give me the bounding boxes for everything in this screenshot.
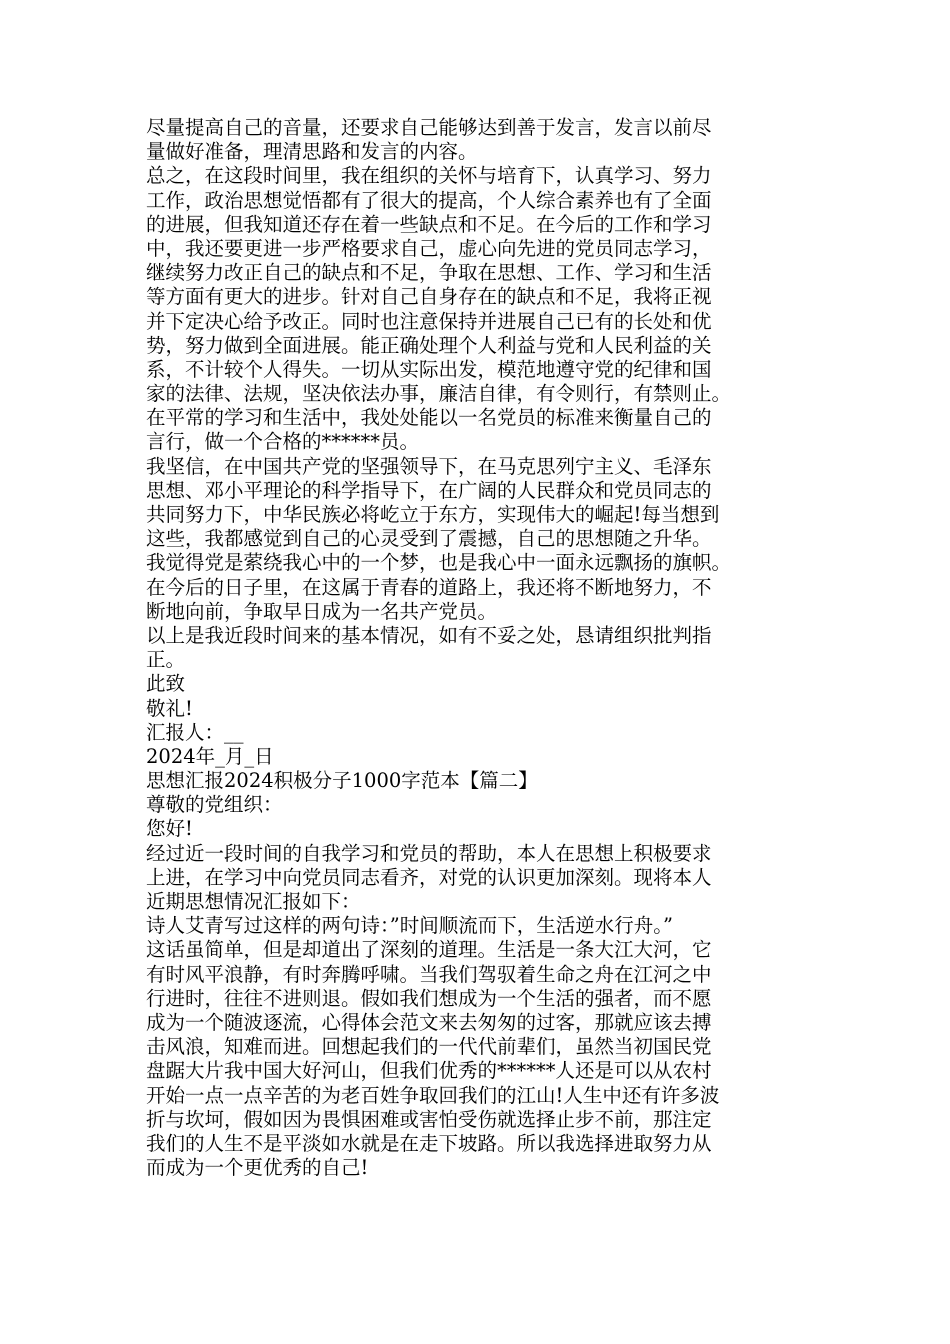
text-line: 工作，政治思想觉悟都有了很大的提高，个人综合素养也有了全面 bbox=[146, 188, 712, 212]
text-line: 家的法律、法规，坚决依法办事，廉洁自律，有令则行，有禁则止。 bbox=[146, 382, 732, 406]
text-line: 这些，我都感觉到自己的心灵受到了震撼，自己的思想随之升华。 bbox=[146, 527, 712, 551]
text-line: 在平常的学习和生活中，我处处能以一名党员的标准来衡量自己的 bbox=[146, 406, 712, 430]
text-line: 近期思想情况汇报如下： bbox=[146, 890, 361, 913]
text-line: 我觉得党是萦绕我心中的一个梦，也是我心中一面永远飘扬的旗帜。 bbox=[146, 551, 732, 575]
text-line: 成为一个随波逐流，心得体会范文来去匆匆的过客，那就应该去搏 bbox=[146, 1010, 712, 1034]
text-line: 尽量提高自己的音量，还要求自己能够达到善于发言，发言以前尽 bbox=[146, 116, 712, 139]
section-title: 思想汇报2024积极分子1000字范本【篇二】 bbox=[146, 769, 538, 793]
text-line: 并下定决心给予改正。同时也注意保持并进展自己已有的长处和优 bbox=[146, 309, 712, 333]
text-line: 开始一点一点辛苦的为老百姓争取回我们的江山!人生中还有许多波 bbox=[146, 1083, 720, 1107]
closing-line: 此致 bbox=[146, 672, 186, 696]
text-line: 中，我还要更进一步严格要求自己，虚心向先进的党员同志学习， bbox=[146, 236, 712, 260]
text-line: 的进展，但我知道还存在着一些缺点和不足。在今后的工作和学习 bbox=[146, 212, 712, 236]
salutation-line: 尊敬的党组织： bbox=[146, 793, 283, 817]
text-line: 上进，在学习中向党员同志看齐，对党的认识更加深刻。现将本人 bbox=[146, 865, 712, 889]
text-line: 在今后的日子里，在这属于青春的道路上，我还将不断地努力，不 bbox=[146, 575, 712, 599]
date-line: 2024年_月_日 bbox=[146, 744, 274, 768]
text-line: 行进时，往往不进则退。假如我们想成为一个生活的强者，而不愿 bbox=[146, 986, 712, 1010]
text-line: 继续努力改正自己的缺点和不足，争取在思想、工作、学习和生活 bbox=[146, 261, 712, 285]
text-line: 有时风平浪静，有时奔腾呼啸。当我们驾驭着生命之舟在江河之中 bbox=[146, 962, 712, 986]
text-line: 我们的人生不是平淡如水就是在走下坡路。所以我选择进取努力从 bbox=[146, 1131, 712, 1155]
text-line: 以上是我近段时间来的基本情况，如有不妥之处，恳请组织批判指 bbox=[146, 623, 712, 647]
text-line: 势，努力做到全面进展。能正确处理个人利益与党和人民利益的关 bbox=[146, 333, 712, 357]
text-line: 盘踞大片我中国大好河山，但我们优秀的******人还是可以从农村 bbox=[146, 1059, 712, 1083]
text-line: 等方面有更大的进步。针对自己自身存在的缺点和不足，我将正视 bbox=[146, 285, 712, 309]
closing-line: 敬礼! bbox=[146, 696, 193, 720]
text-line: 共同努力下，中华民族必将屹立于东方，实现伟大的崛起!每当想到 bbox=[146, 503, 720, 526]
text-line: 总之，在这段时间里，我在组织的关怀与培育下，认真学习、努力 bbox=[146, 164, 712, 188]
text-line: 系，不计较个人得失。一切从实际出发，模范地遵守党的纪律和国 bbox=[146, 357, 712, 381]
text-line: 正。 bbox=[146, 648, 186, 672]
text-line: 断地向前，争取早日成为一名共产党员。 bbox=[146, 599, 498, 623]
greeting-line: 您好! bbox=[146, 817, 193, 841]
text-line: 言行，做一个合格的******员。 bbox=[146, 430, 420, 454]
document-page bbox=[146, 116, 826, 1180]
text-line: 量做好准备，理清思路和发言的内容。 bbox=[146, 140, 478, 164]
text-line: 折与坎坷，假如因为畏惧困难或害怕受伤就选择止步不前，那注定 bbox=[146, 1107, 712, 1131]
text-line: 这话虽简单，但是却道出了深刻的道理。生活是一条大江大河，它 bbox=[146, 938, 712, 962]
text-line: 而成为一个更优秀的自己! bbox=[146, 1156, 369, 1180]
reporter-line: 汇报人：__ bbox=[146, 720, 244, 744]
text-line: 击风浪，知难而进。回想起我们的一代代前辈们，虽然当初国民党 bbox=[146, 1035, 712, 1059]
text-line: 我坚信，在中国共产党的坚强领导下，在马克思列宁主义、毛泽东 bbox=[146, 454, 712, 478]
text-line: 思想、邓小平理论的科学指导下，在广阔的人民群众和党员同志的 bbox=[146, 478, 712, 502]
text-line: 诗人艾青写过这样的两句诗：”时间顺流而下，生活逆水行舟。” bbox=[146, 914, 673, 938]
text-line: 经过近一段时间的自我学习和党员的帮助，本人在思想上积极要求 bbox=[146, 841, 712, 865]
